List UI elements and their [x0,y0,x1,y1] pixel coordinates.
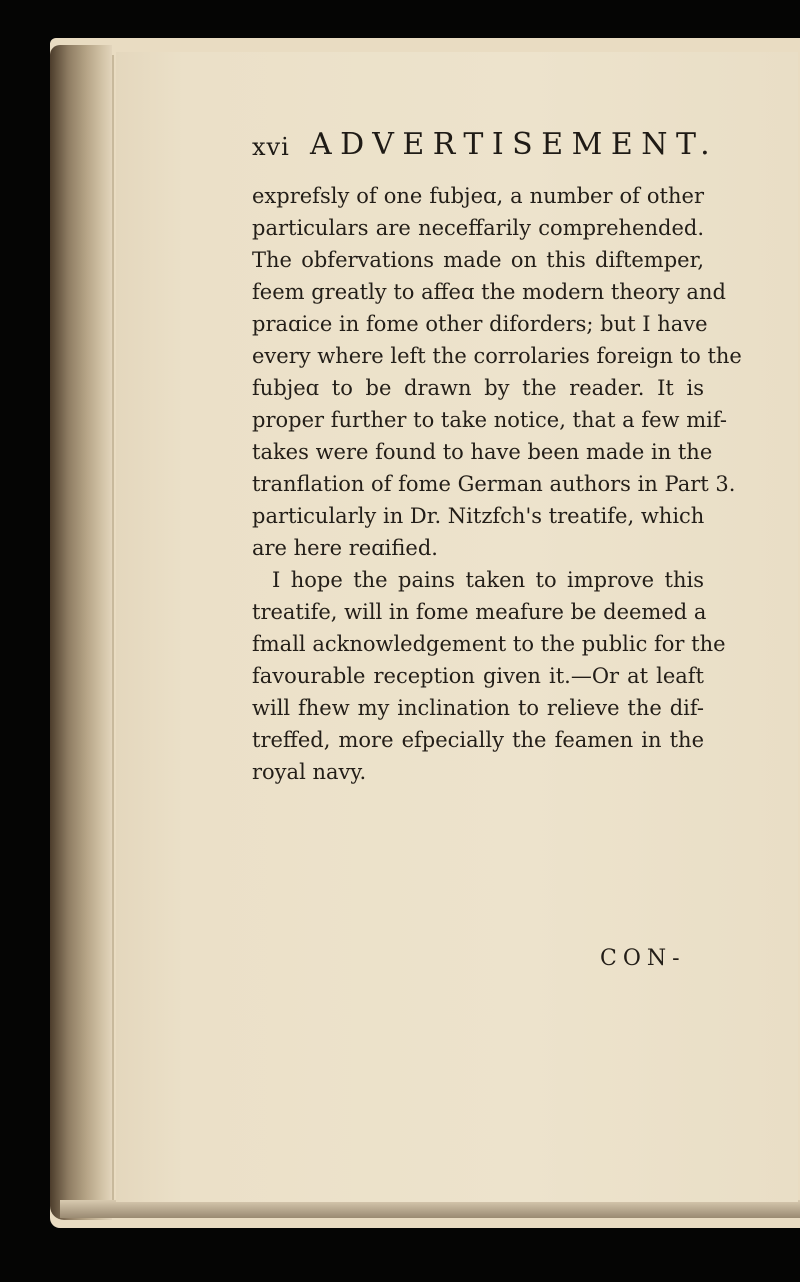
text-line: every where left the corrolaries foreign to the [252,344,742,368]
page-number: xvi [252,133,290,161]
text-line: favourable reception given it.—Or at leaft [252,664,704,688]
page-title: ADVERTISEMENT. [310,127,719,162]
book-spine [50,45,112,1220]
text-line: will fhew my inclination to relieve the dif- [252,696,704,720]
text-line: treffed, more efpecially the feamen in the [252,728,704,752]
text-line: tranflation of fome German authors in Part 3. [252,472,736,496]
text-line: particulars are neceffarily comprehended. [252,216,704,240]
text-line: feem greatly to affeɑ the modern theory and [252,280,726,304]
text-line: treatife, will in fome meafure be deemed a [252,600,707,624]
page-bottom-edge [60,1200,800,1218]
text-line: are here reɑified. [252,536,438,560]
text-line: fubjeɑ to be drawn by the reader. It is [252,376,704,400]
running-head [252,127,719,167]
text-line: takes were found to have been made in the [252,440,713,464]
body-text [252,180,742,788]
text-line: praɑice in fome other diforders; but I have [252,312,708,336]
text-line: I hope the pains taken to improve this [272,568,704,592]
text-line: exprefsly of one fubjeɑ, a number of other [252,184,704,208]
text-line: particularly in Dr. Nitzfch's treatife, which [252,504,705,528]
text-line: royal navy. [252,760,367,784]
text-line: fmall acknowledgement to the public for the [252,632,726,656]
text-line: proper further to take notice, that a few mif- [252,408,727,432]
spine-edge [112,55,114,1200]
text-line: The obfervations made on this diftemper, [252,248,704,272]
catchword: CON- [600,946,686,971]
